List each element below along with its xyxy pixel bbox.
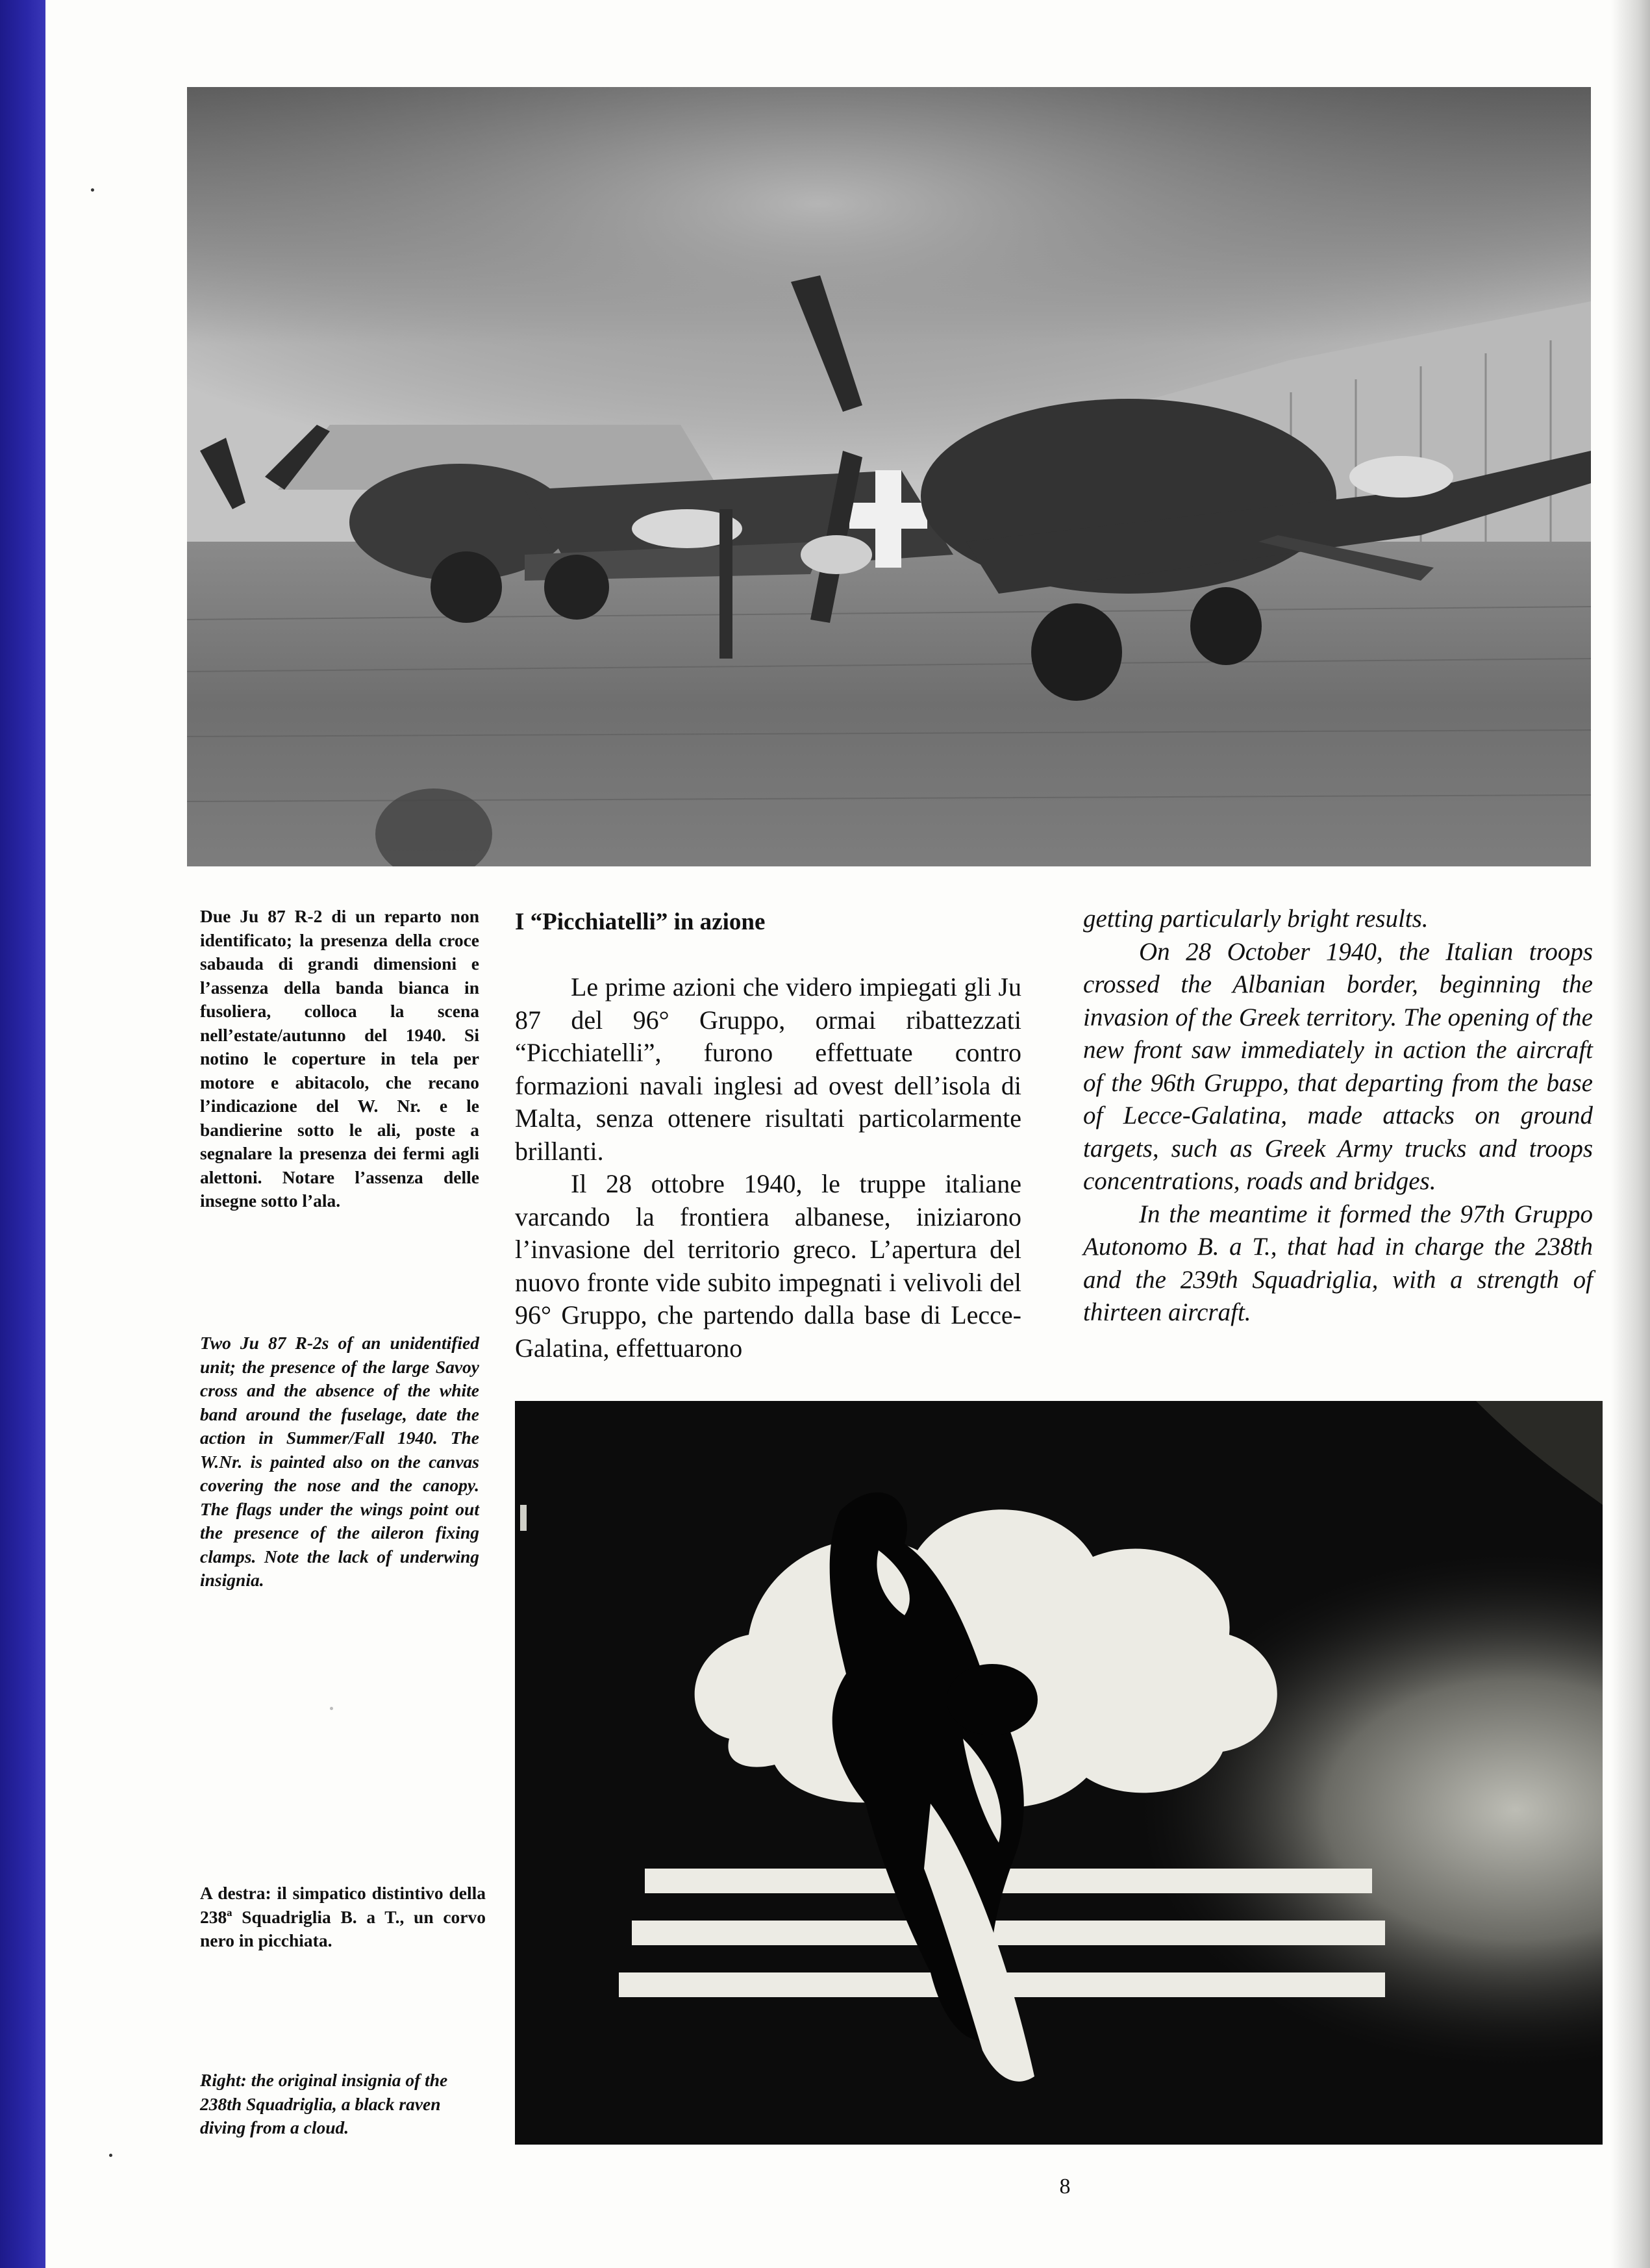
photo-ju87-aircraft [187,87,1591,866]
english-paragraph: On 28 October 1940, the Italian troops crossed the Albanian border, beginning the invasion of the Greek territory. The opening of the new front saw immediately in action the aircraft of the 96th Gruppo, that departing from the base of Lecce-Galatina, made attacks on ground targets, such as Greek Army trucks and troops concentrations, roads and bridges. [1083,937,1593,1195]
italian-paragraph: Il 28 ottobre 1940, le truppe italiane varcando la frontiera albanese, iniziarono l’invasione del territorio greco. L’apertura del nuovo fronte vide subito impegnati i velivoli del 96° Gruppo, che partendo dalla base di Lecce-Galatina, effettuarono [515,1169,1021,1363]
photo-ju87-image [187,87,1591,866]
caption-top-photo-english: Two Ju 87 R-2s of an unidentified unit; the presence of the large Savoy cross and the absence of the white band around the fuselage, date the action in Summer/Fall 1940. The W.Nr. is painted also on the canvas covering the nose and the canopy. The flags under the wings point out the presence of the aileron fixing clamps. Note the lack of underwing insignia. [200,1333,479,1590]
raven-insignia-image [515,1401,1603,2145]
photo-raven-insignia [515,1401,1603,2145]
english-text-column [1083,903,1593,1329]
scan-speck [330,1707,333,1710]
page-number: 8 [1059,2174,1071,2199]
italian-text-column [515,971,1021,1365]
caption-top-photo-italian: Due Ju 87 R-2 di un reparto non identificato; la presenza della croce sabauda di grandi dimensioni e l’assenza della banda bianca in fusoliera, colloca la scena nell’estate/autunno del 1940. Si notino le coperture in tela per motore e abitacolo, che recano l’indicazione del W. Nr. e le bandierine sotto le ali, poste a segnalare la presenza dei fermi agli alettoni. Notare l’assenza delle insegne sotto l’ala. [200,906,479,1211]
page-gutter-shadow [1611,0,1650,2268]
caption-bottom-photo-italian: A destra: il simpatico distintivo della 238ª Squadriglia B. a T., un corvo nero in picchiata. [200,1883,486,1950]
scan-speck [109,2154,112,2157]
binding-edge [0,0,45,2268]
english-paragraph: getting particularly bright results. [1083,905,1429,933]
section-heading: I “Picchiatelli” in azione [515,909,766,935]
italian-paragraph: Le prime azioni che videro impiegati gli Ju 87 del 96° Gruppo, ormai ribattezzati “Picchiatelli”, furono effettuate contro formazioni navali inglesi ad ovest dell’isola di Malta, senza ottenere risultati particolarmente brillanti. [515,972,1021,1166]
scan-speck [91,188,94,192]
english-paragraph: In the meantime it formed the 97th Gruppo Autonomo B. a T., that had in charge the 238th and the 239th Squadriglia, with a strength of thirteen aircraft. [1083,1200,1593,1326]
caption-bottom-photo-english: Right: the original insignia of the 238th Squadriglia, a black raven diving from a cloud. [200,2070,448,2137]
